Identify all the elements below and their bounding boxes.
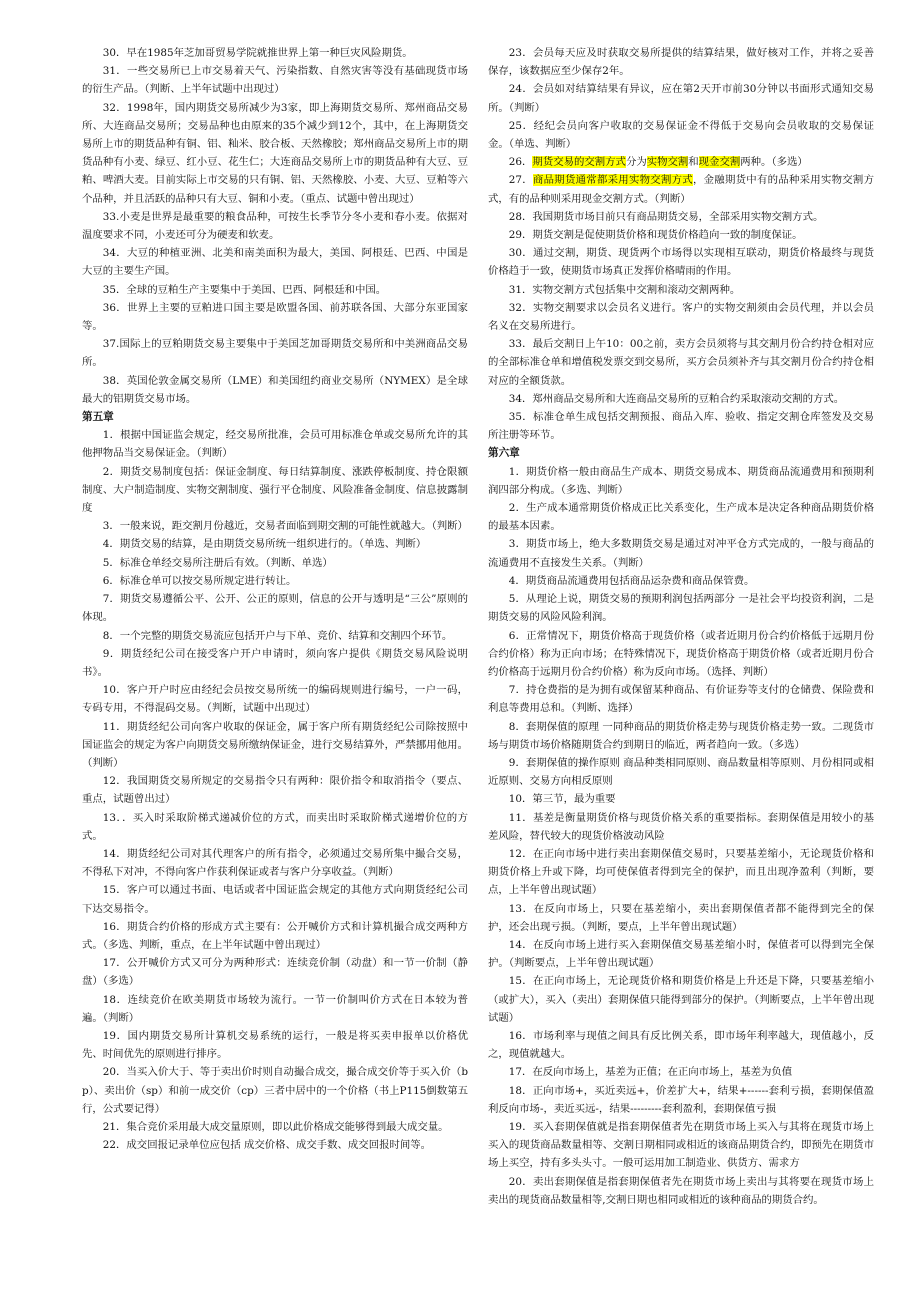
paragraph: 12．我国期货交易所规定的交易指令只有两种：限价指令和取消指令（要点、重点，试题曾出过）	[82, 775, 468, 806]
paragraph: 14．期货经纪公司对其代理客户的所有指令，必须通过交易所集中撮合交易，不得私下对冲，不得向客户作获利保证或者与客户分享收益。（判断）	[82, 847, 468, 879]
paragraph: 2．期货交易制度包括：保证金制度、每日结算制度、涨跌停板制度、持仓限额制度、大户制造制度、实物交割制度、强行平仓制度、风险准备金制度、信息披露制度	[82, 465, 468, 515]
paragraph: 11．期货经纪公司向客户收取的保证金，属于客户所有期货经纪公司除按照中国证监会的规定为客户向期货交易所缴纳保证金，进行交易结算外，严禁挪用他用。（判断）	[82, 720, 468, 769]
paragraph: 15．客户可以通过书面、电话或者中国证监会规定的其他方式向期货经纪公司下达交易指令。	[82, 884, 468, 915]
left-column	[82, 44, 468, 1302]
plain-text: 分为	[625, 156, 647, 169]
item-number: 27．	[508, 174, 533, 187]
paragraph: 17．公开喊价方式又可分为两种形式：连续竞价制（动盘）和一节一价制（静盘）（多选）	[82, 957, 468, 988]
paragraph: 3．一般来说，距交割月份越近，交易者面临到期交割的可能性就越大。（判断）	[102, 520, 468, 533]
paragraph: 4．期货商品流通费用包括商品运杂费和商品保管费。	[508, 574, 755, 587]
paragraph: 7．期货交易遵循公平、公开、公正的原则，信息的公开与透明是“三公”原则的体现。	[82, 593, 468, 624]
paragraph: 37.国际上的豆粕期货交易主要集中于美国芝加哥期货交易所和中美洲商品交易所。	[82, 338, 468, 369]
highlight-text: 期货交易的交割方式	[532, 156, 626, 169]
paragraph: 38．英国伦敦金属交易所（LME）和美国纽约商业交易所（NYMEX）是全球最大的铝期货交易市场。	[82, 374, 468, 405]
paragraph: 12．在正向市场中进行卖出套期保值交易时，只要基差缩小，无论现货价格和期货价格上升或下降，均可使保值者得到完全的保护，而且出现净盈利（判断，要点，上半年曾出现试题）	[488, 847, 874, 897]
paragraph: 17．在反向市场上，基差为正值；在正向市场上，基差为负值	[508, 1066, 793, 1079]
paragraph: 16．市场利率与现值之间具有反比例关系，即市场年利率越大，现值越小，反之，现值就越大。	[488, 1029, 874, 1061]
right-column	[488, 44, 874, 1302]
highlight-text: 商品期货通常都采用实物交割方式	[532, 174, 693, 187]
paragraph: 16．期货合约价格的形成方式主要有：公开喊价方式和计算机撮合成交两种方式。（多选、判断，重点，在上半年试题中曾出现过）	[82, 920, 468, 951]
paragraph: 10．客户开户时应由经纪会员按交易所统一的编码规则进行编号，一户一码，专码专用，不得混码交易。（判断，试题中出现过）	[82, 684, 468, 715]
paragraph: 35．标准仓单生成包括交割预报、商品入库、验收、指定交割仓库签发及交易所注册等环节。	[488, 411, 874, 442]
paragraph: 32．实物交割要求以会员名义进行。客户的实物交割须由会员代理，并以会员名义在交易所进行。	[488, 301, 874, 333]
paragraph: 5．从理论上说，期货交易的预期利润包括两部分 一是社会平均投资利润，二是期货交易的风险风险利润。	[488, 593, 874, 624]
paragraph: 30．早在1985年芝加哥贸易学院就推世界上第一种巨灾风险期货。	[102, 47, 413, 59]
paragraph: 19．买入套期保值就是指套期保值者先在期货市场上买入与其将在现货市场上买入的现货商品数量相等、交割日期相同或相近的该商品期货合约，即预先在期货市场上买空，持有多头头寸。一般可运用加工制造业、供货方、需求方	[488, 1120, 874, 1170]
paragraph: 35．全球的豆粕生产主要集中于美国、巴西、阿根廷和中国。	[102, 283, 387, 296]
paragraph: 29．期货交割是促使期货价格和现货价格趋向一致的制度保证。	[508, 229, 803, 242]
paragraph: 14．在反向市场上进行买入套期保值交易基差缩小时，保值者可以得到完全保护。（判断要点，上半年曾出现试题）	[488, 938, 874, 970]
plain-text: 和	[688, 156, 699, 169]
highlight-text: 实物交割	[646, 156, 689, 169]
paragraph: 19．国内期货交易所计算机交易系统的运行，一般是将买卖申报单以价格优先、时间优先的原则进行排序。	[82, 1029, 468, 1061]
paragraph: 28．我国期货市场目前只有商品期货交易，全部采用实物交割方式。	[508, 210, 824, 223]
paragraph: 6．正常情况下，期货价格高于现货价格（或者近期月份合约价格低于远期月份合约价格）称为正向市场；在特殊情况下，现货价格高于期货价格（或者近期月份合约价格高于远期月份合约价格）称为反向市场。（选择、判断）	[488, 629, 874, 678]
paragraph: 2．生产成本通常期货价格成正比关系变化，生产成本是决定各种商品期货价格的最基本因素。	[488, 502, 874, 533]
paragraph: 3．期货市场上，绝大多数期货交易是通过对冲平仓方式完成的，一般与商品的流通费用不直接发生关系。（判断）	[488, 538, 874, 569]
paragraph: 11．基差是衡量期货价格与现货价格关系的重要指标。套期保值是用较小的基差风险，替代较大的现货价格波动风险	[488, 811, 874, 842]
paragraph: 32．1998年，国内期货交易所减少为3家，即上海期货交易所、郑州商品交易所、大连商品交易所；交易品种也由原来的35个减少到12个，其中，在上海期货交易所上市的期货品种有铜、铝、籼米、胶合板、天然橡胶；郑州商品交易所上市的期货品种有小麦、绿豆、红小豆、花生仁；大连商品交易所上市的期货品种有大豆、豆粕、啤酒大麦。目前实际上市交易的只有铜、铝、天然橡胶、小麦、大豆、豆粕等六个品种，并且活跃的品种只有大豆、铜和小麦。（重点、试题中曾出现过）	[82, 101, 468, 205]
paragraph-highlighted-27	[488, 171, 874, 207]
paragraph: 33．最后交割日上午10：00之前，卖方会员须将与其交割月份合约持仓相对应的全部标准仓单和增值税发票交到交易所，买方会员须补齐与其交割月份合约持仓相对应的全额货款。	[488, 338, 874, 387]
paragraph: 20．卖出套期保值是指套期保值者先在期货市场上卖出与其将要在现货市场上卖出的现货商品数量相等,交割日期也相同或相近的该种商品的期货合约。	[488, 1175, 874, 1206]
paragraph: 9．期货经纪公司在接受客户开户申请时，须向客户提供《期货交易风险说明书》。	[82, 647, 468, 678]
item-number: 26．	[508, 156, 533, 169]
plain-text: ，金融期货中有的品种采用实物交割方式，有的品种则采用现金交割方式。（判断）	[488, 174, 874, 205]
highlight-text: 现金交割	[698, 156, 741, 169]
paragraph: 13．在反向市场上，只要在基差缩小，卖出套期保值者都不能得到完全的保护，还会出现亏损。（判断，要点，上半年曾出现试题）	[488, 902, 874, 933]
paragraph: 15．在正向市场上，无论现货价格和期货价格是上升还是下降，只要基差缩小（或扩大），买入（卖出）套期保值只能得到部分的保护。（判断要点，上半年曾出现试题）	[488, 975, 874, 1024]
paragraph: 6．标准仓单可以按交易所规定进行转让。	[102, 574, 297, 587]
plain-text: 两种。（多选）	[740, 156, 808, 169]
paragraph: 24．会员如对结算结果有异议，应在第2天开市前30分钟以书面形式通知交易所。（判断）	[488, 83, 874, 114]
paragraph: 20．当买入价大于、等于卖出价时则自动撮合成交，撮合成交价等于买入价（bp）、卖出价（sp）和前一成交价（cp）三者中居中的一个价格（书上P115倒数第五行，公式要记得）	[82, 1066, 468, 1115]
paragraph: 1．根据中国证监会规定，经交易所批准，会员可用标准仓单或交易所允许的其他押物品当交易保证金。（判断）	[82, 429, 468, 460]
chapter-heading: 第六章	[488, 447, 520, 460]
paragraph: 25．经纪会员向客户收取的交易保证金不得低于交易向会员收取的交易保证金。（单选、判断）	[488, 119, 874, 151]
paragraph: 8．一个完整的期货交易流应包括开户与下单、竞价、结算和交割四个环节。	[102, 629, 453, 642]
paragraph: 31．实物交割方式包括集中交割和滚动交割两种。	[508, 283, 741, 296]
paragraph: 7．持仓费指的是为拥有或保留某种商品、有价证券等支付的仓储费、保险费和利息等费用总和。（判断、选择）	[488, 684, 874, 715]
paragraph: 18．连续竞价在欧美期货市场较为流行。一节一价制叫价方式在日本较为普遍。（判断）	[82, 993, 468, 1024]
paragraph: 1．期货价格一般由商品生产成本、期货交易成本、期货商品流通费用和预期利润四部分构成。（多选、判断）	[488, 465, 874, 496]
paragraph: 5．标准仓单经交易所注册后有效。（判断、单选）	[102, 556, 333, 569]
paragraph: 9．套期保值的操作原则 商品种类相同原则、商品数量相等原则、月份相同或相近原则、交易方向相反原则	[488, 756, 874, 788]
paragraph: 34．郑州商品交易所和大连商品交易所的豆粕合约采取滚动交割的方式。	[508, 392, 845, 405]
paragraph: 31．一些交易所已上市交易着天气、污染指数、自然灾害等没有基础现货市场的衍生产品。（判断、上半年试题中出现过）	[82, 65, 468, 96]
paragraph: 34．大豆的种植亚洲、北美和南美面积为最大，美国、阿根廷、巴西、中国是大豆的主要生产国。	[82, 247, 468, 278]
paragraph: 30．通过交割，期货、现货两个市场得以实现相互联动，期货价格最终与现货价格趋于一致，使期货市场真正发挥价格晴雨的作用。	[488, 247, 874, 278]
paragraph: 33.小麦是世界是最重要的粮食品种，可按生长季节分冬小麦和春小麦。依据对温度要求不同，小麦还可分为硬麦和软麦。	[82, 210, 468, 242]
paragraph: 23．会员每天应及时获取交易所提供的结算结果，做好核对工作，并将之妥善保存，该数据应至少保存2年。	[488, 47, 874, 78]
paragraph: 21．集合竞价采用最大成交量原则，即以此价格成交能够得到最大成交量。	[102, 1120, 449, 1133]
paragraph: 8．套期保值的原理 一同种商品的期货价格走势与现货价格走势一致。二现货市场与期货市场价格随期货合约到期日的临近，两者趋向一致。（多选）	[488, 720, 874, 751]
paragraph: 22．成交回报记录单位应包括 成交价格、成交手数、成交回报时间等。	[102, 1139, 432, 1152]
paragraph: 18．正向市场+，买近卖远+，价差扩大+，结果+------套利亏损，套期保值盈利反向市场-，卖近买远-，结果---------套利盈利，套期保值亏损	[488, 1084, 874, 1115]
chapter-heading: 第五章	[82, 411, 114, 424]
paragraph: 10．第三节，最为重要	[508, 793, 616, 806]
paragraph-highlighted-26	[488, 153, 874, 171]
paragraph: 13．．买入时采取阶梯式递减价位的方式，而卖出时采取阶梯式递增价位的方式。	[82, 811, 468, 842]
paragraph: 36．世界上主要的豆粕进口国主要是欧盟各国、前苏联各国、大部分东亚国家等。	[82, 301, 468, 333]
paragraph: 4．期货交易的结算，是由期货交易所统一组织进行的。（单选、判断）	[102, 538, 427, 551]
